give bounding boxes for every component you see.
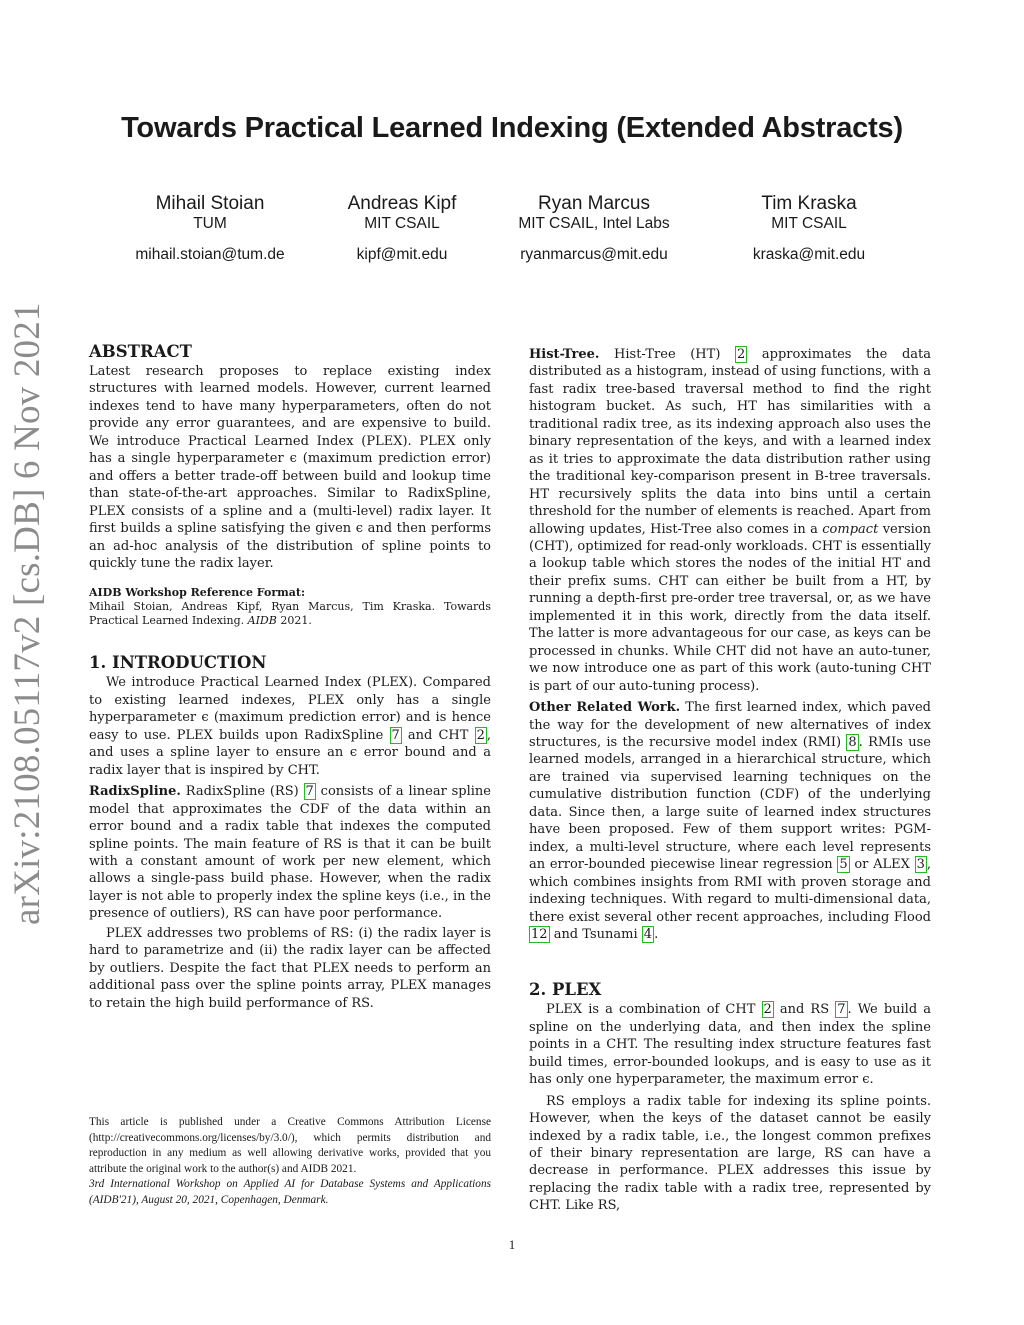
plex-heading: 2. PLEX xyxy=(529,980,602,1000)
radixspline-paragraph: RadixSpline. RadixSpline (RS) 7 consists of a linear spline model that approximates the CDF of the data within an error bound and a radix table that indexes the computed spline points. The main feature of RS is that it can be built with a constant amount of work per new element, which allows a single-pass build phase. However, when the radix layer is not able to properly index the spline keys (i.e., in the presence of outliers), RS can have poor performance. xyxy=(89,784,491,922)
author-affiliation: MIT CSAIL, Intel Labs xyxy=(518,215,670,232)
abstract-text: Latest research proposes to replace existing index structures with learned models. However, current learned indexes tend to have many hyperparameters, often do not provide any error guarantees, and are expensive to build. We introduce Practical Learned Index (PLEX). PLEX only has a single hyperparameter ϵ (maximum prediction error) and offers a better trade-off between build and lookup time than state-of-the-art approaches. Similar to RadixSpline, PLEX consists of a spline and a (multi-level) radix layer. It first builds a spline satisfying the given ϵ and then performs an ad-hoc analysis of the distribution of spline points to quickly tune the radix layer. xyxy=(89,364,491,571)
author-name: Andreas Kipf xyxy=(347,193,457,214)
plex-paragraph: RS employs a radix table for indexing its spline points. However, when the keys of the dataset cannot be easily indexed by a radix table, i.e., the longest common prefixes of their binary representation are large, RS can have a decrease in performance. PLEX addresses this issue by replacing the radix table with a radix tree, represented by CHT. Like RS, xyxy=(529,1093,931,1214)
citation-link[interactable]: 4 xyxy=(643,926,653,942)
related-work-paragraph: Other Related Work. The first learned index, which paved the way for the development of new alternatives of index structures, is the recursive model index (RMI) 8 . RMIs use learned models, arranged in a hierarchical structure, which are trained via supervised learning techniques on the cumulative distribution function (CDF) of the underlying data. Since then, a large suite of learned index structures have been proposed. Few of them support writes: PGM-index, a multi-level structure, where each level represents an error-bounded piecewise linear regression 5 or ALEX 3 , which combines insights from RMI with proven storage and indexing techniques. With regard to multi-dimensional data, there exist several other recent approaches, including Flood 12 and Tsunami 4 . xyxy=(529,700,931,942)
author-email: kraska@mit.edu xyxy=(752,246,866,263)
arxiv-identifier-stamp: arXiv:2108.05117v2 [cs.DB] 6 Nov 2021 xyxy=(7,302,48,925)
author-block xyxy=(100,193,320,264)
introduction-heading: 1. INTRODUCTION xyxy=(89,653,267,673)
citation-link[interactable]: 8 xyxy=(848,734,857,750)
reference-format-venue: AIDB xyxy=(247,614,277,628)
reference-format xyxy=(89,586,491,628)
intro-paragraph: We introduce Practical Learned Index (PLEX). Compared to existing learned indexes, PLEX only has a single hyperparameter ϵ (maximum prediction error) and is hence easy to use. PLEX builds upon RadixSpline 7 and CHT 2 , and uses a spline layer to ensure an ϵ error bound and a radix layer that is inspired by CHT. xyxy=(89,675,491,778)
reference-format-year: 2021. xyxy=(280,614,312,628)
author-block xyxy=(292,193,512,264)
author-email: ryanmarcus@mit.edu xyxy=(520,246,668,263)
author-affiliation: TUM xyxy=(193,215,227,232)
intro-paragraph: PLEX addresses two problems of RS: (i) the radix layer is hard to parametrize and (ii) the radix layer can be affected by outliers. Despite the fact that PLEX needs to perform an additional pass over the spline points array, PLEX manages to retain the high build performance of RS. xyxy=(89,925,491,1011)
hist-tree-paragraph: Hist-Tree. Hist-Tree (HT) 2 approximates the data distributed as a histogram, instead of using functions, with a fast radix tree-based traversal method to find the right histogram bucket. As such, HT has similarities with a traditional radix tree, as its indexing approach also uses the binary representation of the keys, and with a learned index as it tries to approximate the data distribution rather using the traditional key-comparison present in B-tree traversals. HT recursively splits the data into bins until a certain threshold for the number of elements is reached. Apart from allowing updates, Hist-Tree also comes in a compact version (CHT), optimized for read-only workloads. CHT is essentially a lookup table which stores the nodes of the initial HT and their prefix sums. CHT can either be built from a HT, by running a depth-first pre-order tree traversal, or, as we have implemented it in this work, directly from the data itself. The latter is more advantageous for our case, as keys can be processed in chunks. While CHT did not have an auto-tuner, we now introduce one as part of this work (auto-tuning CHT is part of our auto-tuning process). xyxy=(529,347,932,694)
reference-format-text: Mihail Stoian, Andreas Kipf, Ryan Marcus, Tim Kraska. Towards Practical Learned Indexing. xyxy=(89,600,491,628)
plex-paragraph: PLEX is a combination of CHT 2 and RS 7 . We build a spline on the underlying data, and then index the spline points in a CHT. The resulting index structure features fast build times, error-bounded lookups, and is easy to use as it has only one hyperparameter, the maximum error ϵ. xyxy=(529,1002,932,1088)
citation-link[interactable]: 5 xyxy=(839,857,848,873)
left-column xyxy=(89,341,491,1012)
citation-link[interactable]: 2 xyxy=(476,727,485,743)
paper-title: Towards Practical Learned Indexing (Extended Abstracts) xyxy=(121,112,903,144)
author-email: mihail.stoian@tum.de xyxy=(135,246,285,263)
citation-link[interactable]: 3 xyxy=(916,857,925,873)
citation-link[interactable]: 7 xyxy=(305,784,314,800)
citation-link[interactable]: 12 xyxy=(531,926,548,942)
workshop-venue: 3rd International Workshop on Applied AI for Database Systems and Applications (AIDB'21), August 20, 2021, Copenhagen, Denmark. xyxy=(89,1178,491,1206)
citation-link[interactable]: 7 xyxy=(837,1002,846,1018)
author-name: Ryan Marcus xyxy=(538,193,650,214)
license-footnote xyxy=(89,1115,491,1208)
right-column xyxy=(529,346,931,1215)
author-email: kipf@mit.edu xyxy=(356,246,448,263)
author-block xyxy=(699,193,919,264)
abstract-heading: ABSTRACT xyxy=(89,342,192,361)
author-block xyxy=(484,193,704,264)
citation-link[interactable]: 7 xyxy=(391,727,400,743)
author-name: Tim Kraska xyxy=(761,193,857,214)
citation-link[interactable]: 2 xyxy=(737,347,746,362)
license-text: This article is published under a Creative Commons Attribution License (http://creativecommons.org/licenses/by/3.0/), which permits distribution and reproduction in any medium as well allowing derivative works, provided that you attribute the original work to the author(s) and AIDB 2021. xyxy=(89,1116,491,1175)
author-affiliation: MIT CSAIL xyxy=(364,215,440,232)
author-affiliation: MIT CSAIL xyxy=(771,215,847,232)
page-number: 1 xyxy=(508,1237,516,1252)
citation-link[interactable]: 2 xyxy=(763,1002,772,1018)
author-name: Mihail Stoian xyxy=(155,193,265,214)
reference-format-heading: AIDB Workshop Reference Format: xyxy=(89,586,306,600)
